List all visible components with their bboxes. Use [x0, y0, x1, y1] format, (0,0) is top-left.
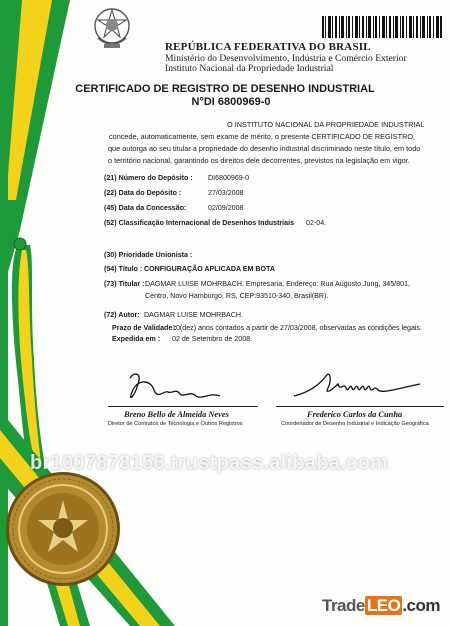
right-signature-scribble — [290, 366, 430, 406]
barcode-icon — [322, 16, 442, 38]
brazil-coat-of-arms-icon — [92, 6, 132, 52]
institute-name: Instituto Nacional da Propriedade Industrial — [165, 63, 334, 74]
certificate-number: N°DI 6800969-0 — [191, 96, 271, 108]
left-signature-line — [108, 406, 258, 407]
issued-label: Expedida em : — [112, 335, 161, 343]
country-title: REPÚBLICA FEDERATIVA DO BRASIL — [165, 41, 371, 53]
classification-value: 02-04. — [306, 219, 327, 227]
tradeleo-logo: Trade LEO .com — [322, 596, 440, 615]
grant-date-label: (45) Data da Concessão: — [104, 204, 187, 212]
left-signatory-role: Diretor de Contratos de Tecnologia e Outros Registros — [108, 421, 243, 427]
gold-seal-icon — [4, 470, 122, 588]
grant-date-value: 02/09/2008 — [208, 204, 244, 212]
intro-line-3: que outorga ao seu titular a propriedade do desenho industrial discriminado neste título, em todo — [108, 144, 421, 153]
holder-label: (73) Titular : — [104, 280, 145, 288]
author-label: (72) Autor: — [104, 311, 140, 319]
priority-label: (30) Prioridade Unionista : — [104, 251, 193, 259]
classification-label: (52) Classificação Internacional de Desenhos Industriais — [104, 219, 295, 227]
certificate-title: CERTIFICADO DE REGISTRO DE DESENHO INDUSTRIAL — [75, 83, 375, 95]
holder-value-line-1: DAGMAR LUISE MOHRBACH. Empresaria, Endereço: Rua Augusto Jung, 345/801, — [145, 280, 410, 288]
validity-label: Prazo de Validade : — [112, 324, 177, 332]
deposit-number-value: DI6800969-0 — [208, 174, 250, 182]
title-label: (54) Título : — [104, 265, 143, 273]
issued-value: 02 de Setembro de 2008. — [172, 335, 253, 343]
left-signature-scribble — [120, 368, 240, 410]
ministry-name: Ministério do Desenvolvimento, Indústria e Comércio Exterior — [165, 53, 407, 64]
deposit-date-label: (22) Data do Depósito : — [104, 189, 182, 197]
validity-value: 10(dez) anos contados a partir de 27/03/2008, observadas as condições legais. — [172, 324, 423, 332]
holder-value-line-2: Centro, Novo Hamburgo, RS, CEP:93510-340, Brasil(BR). — [145, 292, 329, 300]
right-signature-line — [276, 406, 444, 407]
left-signatory-name: Breno Bello de Almeida Neves — [124, 410, 229, 419]
author-value: DAGMAR LUISE MOHRBACH. — [144, 311, 243, 319]
right-signatory-role: Coordenador de Desenho Industrial e Indicação Geográfica — [281, 421, 429, 427]
title-value: CONFIGURAÇÃO APLICADA EM BOTA — [144, 265, 275, 273]
deposit-number-label: (21) Número do Depósito : — [104, 174, 193, 182]
intro-line-1: O INSTITUTO NACIONAL DA PROPRIEDADE INDUSTRIAL — [227, 120, 425, 129]
right-signatory-name: Frederico Carlos da Cunha — [307, 410, 403, 419]
intro-line-4: o território nacional, garantindo os direitos dele decorrentes, previstos na legislação em vigor. — [108, 156, 410, 165]
trustpass-watermark: br1007878156.trustpass.alibaba.com — [30, 452, 389, 474]
intro-line-2: concede, automaticamente, sem exame de mérito, o presente CERTIFICADO DE REGISTRO, — [109, 132, 416, 141]
deposit-date-value: 27/03/2008 — [208, 189, 244, 197]
